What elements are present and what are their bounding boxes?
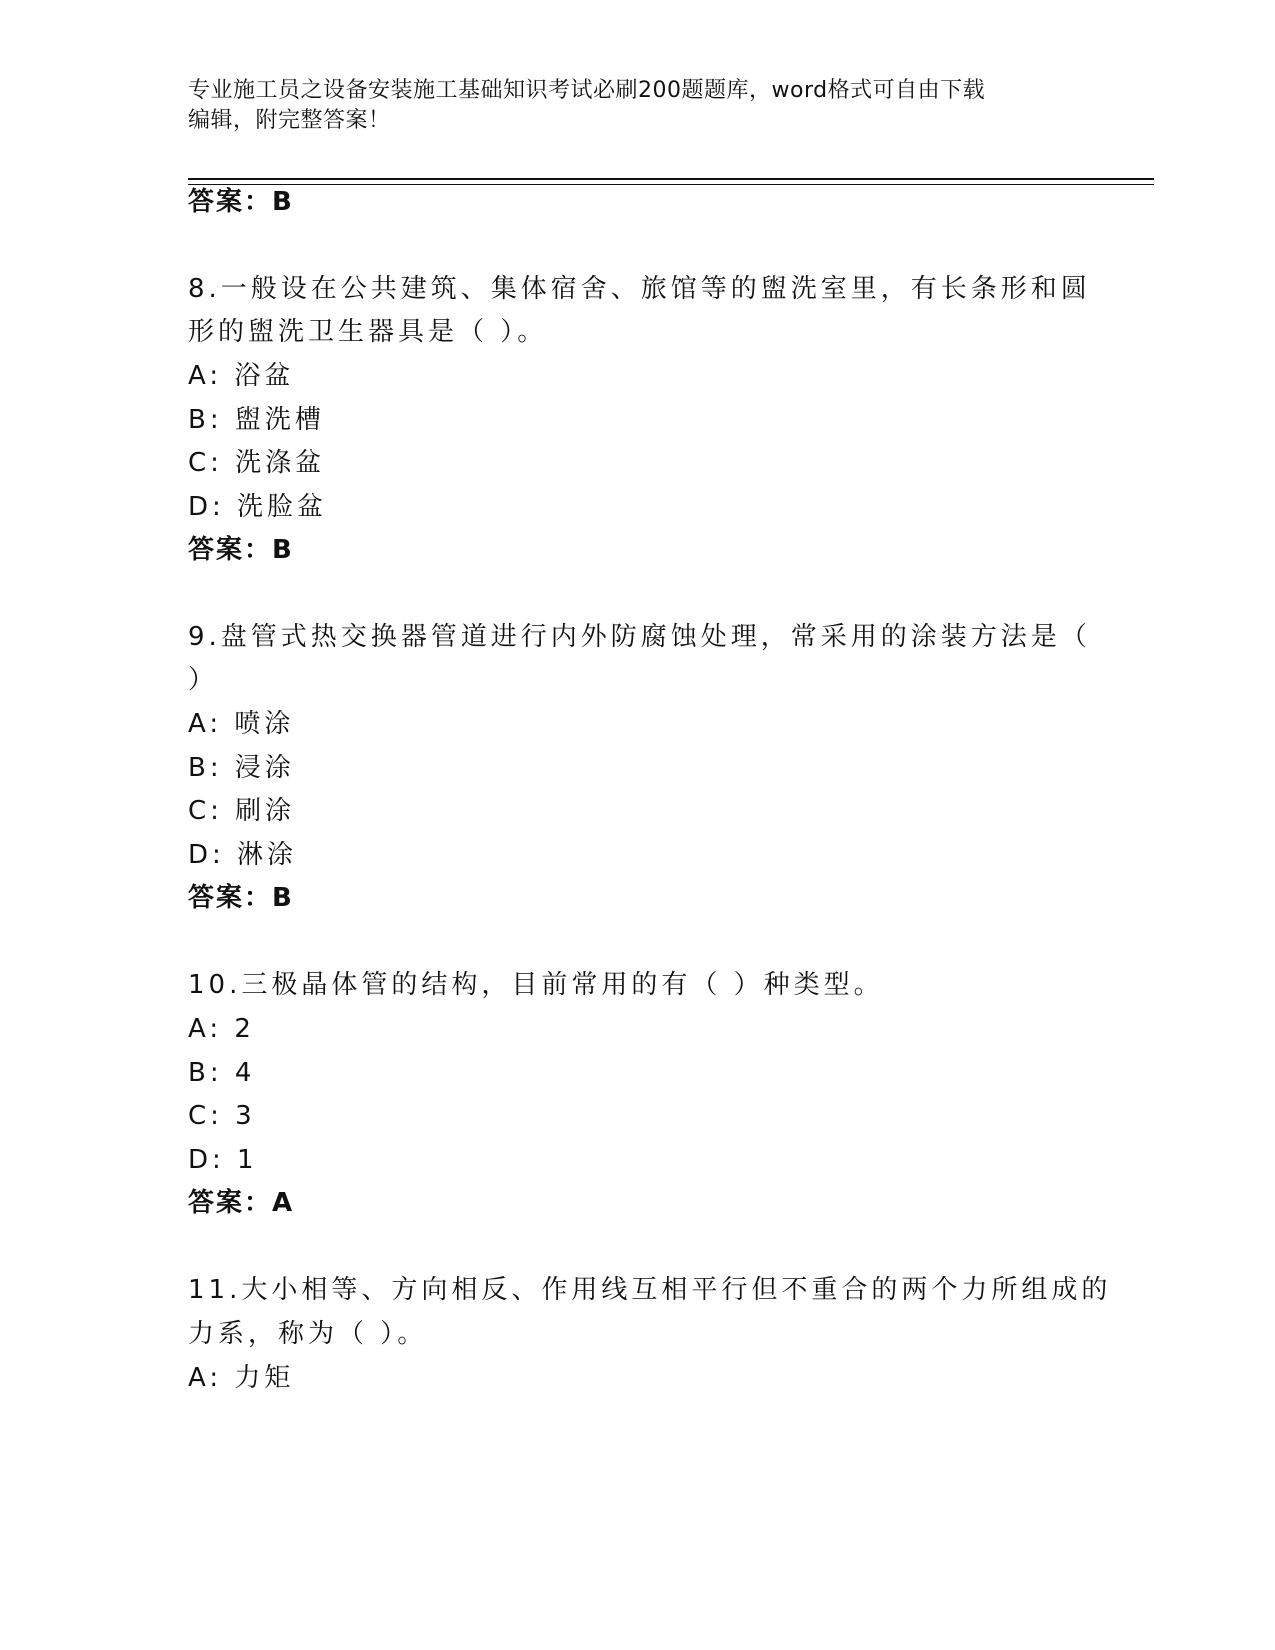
question-stem: 9.盘管式热交换器管道进行内外防腐蚀处理，常采用的涂装方法是（ (188, 622, 1091, 652)
question-stem: 10.三极晶体管的结构，目前常用的有（ ）种类型。 (188, 970, 884, 1000)
option-d: D: 洗脸盆 (188, 492, 328, 522)
question-stem: 力系，称为（ ）。 (188, 1319, 428, 1349)
header-line-2: 编辑，附完整答案！ (188, 108, 391, 133)
document-header (188, 76, 1068, 136)
question-stem: 形的盥洗卫生器具是（ ）。 (188, 317, 548, 347)
option-c: C: 洗涤盆 (188, 448, 326, 478)
option-b: B: 盥洗槽 (188, 405, 325, 435)
previous-answer: 答案：B (188, 187, 294, 217)
option-a: A: 力矩 (188, 1363, 295, 1393)
option-a: A: 浴盆 (188, 361, 295, 391)
option-d: D: 1 (188, 1145, 258, 1175)
answer: 答案：B (188, 883, 294, 913)
header-divider-thick (188, 178, 1154, 180)
question-stem: 11.大小相等、方向相反、作用线互相平行但不重合的两个力所组成的 (188, 1275, 1112, 1305)
question-stem: 8.一般设在公共建筑、集体宿舍、旅馆等的盥洗室里，有长条形和圆 (188, 274, 1091, 304)
answer: 答案：B (188, 535, 294, 565)
option-c: C: 3 (188, 1101, 256, 1131)
header-divider-thin (188, 184, 1154, 185)
option-b: B: 4 (188, 1058, 256, 1088)
option-b: B: 浸涂 (188, 753, 295, 783)
option-d: D: 淋涂 (188, 840, 298, 870)
header-line-1: 专业施工员之设备安装施工基础知识考试必刷200题题库，word格式可自由下载 (188, 78, 986, 103)
option-c: C: 刷涂 (188, 796, 296, 826)
question-stem: ） (188, 665, 219, 695)
answer: 答案：A (188, 1188, 295, 1218)
option-a: A: 2 (188, 1014, 255, 1044)
option-a: A: 喷涂 (188, 709, 295, 739)
